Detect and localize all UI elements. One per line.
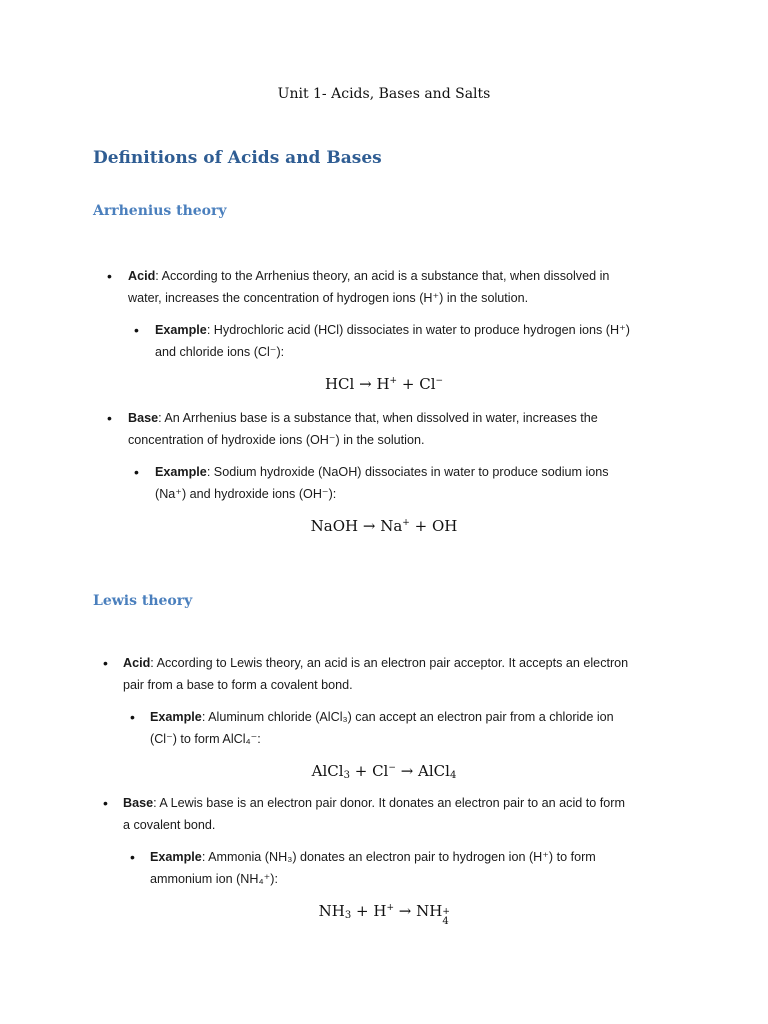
bullet-icon: • [107, 410, 112, 426]
eq-subscript: 4 [449, 770, 457, 781]
arrhenius-base-example [155, 461, 609, 505]
definition-text: pair from a base to form a covalent bond. [123, 678, 353, 692]
example-text: (Na⁺) and hydroxide ions (OH⁻): [155, 487, 337, 501]
eq-charge: − [388, 763, 396, 773]
arrow-icon: → [362, 517, 376, 535]
example-label: Example [155, 465, 207, 479]
definition-text: : A Lewis base is an electron pair donor. It donates an electron pair to an acid to form [153, 796, 625, 810]
lewis-base-example [150, 846, 596, 890]
definition-text: a covalent bond. [123, 818, 216, 832]
arrhenius-base-definition [128, 407, 598, 451]
arrhenius-heading: Arrhenius theory [93, 203, 227, 219]
term-base: Base [123, 796, 154, 810]
bullet-icon: • [103, 655, 108, 671]
term-acid: Acid [123, 656, 151, 670]
equation-hcl [0, 375, 768, 393]
example-label: Example [150, 850, 202, 864]
eq-charge: + [402, 518, 410, 528]
eq-reactant: NH [318, 902, 345, 920]
arrow-icon: → [398, 902, 412, 920]
section-heading: Definitions of Acids and Bases [93, 148, 382, 168]
lewis-acid-example [150, 706, 614, 750]
bullet-icon: • [134, 464, 139, 480]
eq-reactant: Cl [372, 762, 389, 780]
example-text: : Aluminum chloride (AlCl₃) can accept an electron pair from a chloride ion [201, 710, 614, 724]
eq-reactant: NaOH [310, 517, 359, 535]
lewis-heading: Lewis theory [93, 593, 193, 609]
bullet-icon: • [107, 268, 112, 284]
document-title: Unit 1- Acids, Bases and Salts [277, 86, 491, 102]
eq-reactant: HCl [324, 375, 355, 393]
term-acid: Acid [128, 269, 156, 283]
definition-text: : An Arrhenius base is a substance that, when dissolved in water, increases the [158, 411, 598, 425]
eq-product: AlCl [418, 762, 450, 780]
bullet-icon: • [134, 322, 139, 338]
eq-charge: − [435, 376, 444, 386]
example-label: Example [150, 710, 202, 724]
definition-text: concentration of hydroxide ions (OH⁻) in the solution. [128, 433, 425, 447]
eq-subscript: 3 [344, 910, 352, 921]
lewis-base-definition [123, 792, 625, 836]
definition-text: : According to Lewis theory, an acid is an electron pair acceptor. It accepts an electron [150, 656, 629, 670]
arrow-icon: → [359, 375, 372, 393]
term-base: Base [128, 411, 159, 425]
example-text: : Sodium hydroxide (NaOH) dissociates in water to produce sodium ions [206, 465, 609, 479]
eq-product: Na [380, 517, 403, 535]
arrhenius-acid-example [155, 319, 630, 363]
eq-product: OH [431, 517, 458, 535]
arrow-icon: → [400, 762, 414, 780]
bullet-icon: • [130, 849, 135, 865]
bullet-icon: • [103, 795, 108, 811]
equation-nh3: $NH_3 + H^+$ → NH + 4 [318, 902, 450, 927]
example-text: : Ammonia (NH₃) donates an electron pair to hydrogen ion (H⁺) to form [201, 850, 596, 864]
example-label: Example [155, 323, 207, 337]
eq-product: NH [416, 902, 443, 920]
eq-product: H [376, 375, 390, 393]
bullet-icon: • [130, 709, 135, 725]
plus-sign: + [414, 517, 428, 535]
plus-sign: + [356, 902, 369, 920]
eq-reactant: H [373, 902, 387, 920]
equation-naoh [0, 517, 768, 535]
arrhenius-acid-definition [128, 265, 609, 309]
plus-sign: + [401, 375, 415, 393]
lewis-acid-definition [123, 652, 628, 696]
example-text: (Cl⁻) to form AlCl₄⁻: [150, 732, 261, 746]
definition-text: : According to the Arrhenius theory, an acid is a substance that, when dissolved in [155, 269, 610, 283]
eq-charge: + [389, 376, 398, 386]
example-text: ammonium ion (NH₄⁺): [150, 872, 278, 886]
plus-sign: + [354, 762, 368, 780]
example-text: : Hydrochloric acid (HCl) dissociates in water to produce hydrogen ions (H⁺) [206, 323, 630, 337]
eq-subscript: 3 [343, 770, 350, 781]
equation-alcl3 [0, 762, 768, 780]
eq-product: Cl [419, 375, 436, 393]
eq-charge: + [386, 903, 394, 913]
definition-text: water, increases the concentration of hydrogen ions (H⁺) in the solution. [128, 291, 529, 305]
example-text: and chloride ions (Cl⁻): [155, 345, 285, 359]
eq-reactant: AlCl [311, 762, 344, 780]
